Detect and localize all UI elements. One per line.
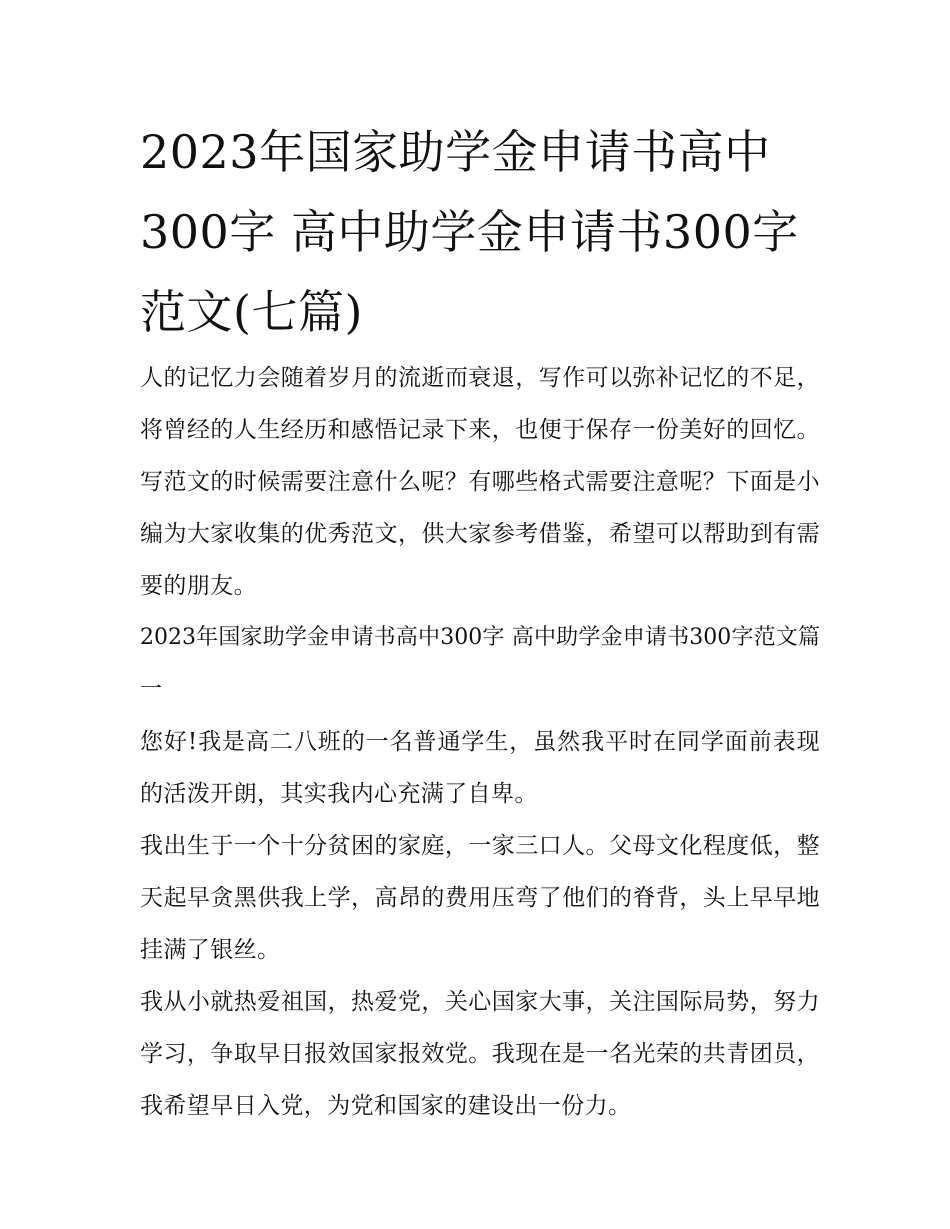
document-body	[140, 352, 820, 1132]
body-paragraph-aspiration: 我从小就热爱祖国，热爱党，关心国家大事，关注国际局势，努力学习，争取早日报效国家报效党。我现在是一名光荣的共青团员，我希望早日入党，为党和国家的建设出一份力。	[140, 989, 820, 1119]
intro-paragraph: 人的记忆力会随着岁月的流逝而衰退，写作可以弥补记忆的不足，将曾经的人生经历和感悟记录下来，也便于保存一份美好的回忆。写范文的时候需要注意什么呢？有哪些格式需要注意呢？下面是小编为大家收集的优秀范文，供大家参考借鉴，希望可以帮助到有需要的朋友。	[140, 365, 820, 599]
section-heading: 2023年国家助学金申请书高中300字 高中助学金申请书300字范文篇一	[140, 625, 820, 702]
body-paragraph-family: 我出生于一个十分贫困的家庭，一家三口人。父母文化程度低，整天起早贪黑供我上学，高昂的费用压弯了他们的脊背，头上早早地挂满了银丝。	[140, 833, 820, 963]
document-title: 2023年国家助学金申请书高中300字 高中助学金申请书300字范文(七篇)	[140, 125, 799, 339]
body-paragraph-greeting: 您好!我是高二八班的一名普通学生，虽然我平时在同学面前表现的活泼开朗，其实我内心充满了自卑。	[140, 729, 820, 807]
